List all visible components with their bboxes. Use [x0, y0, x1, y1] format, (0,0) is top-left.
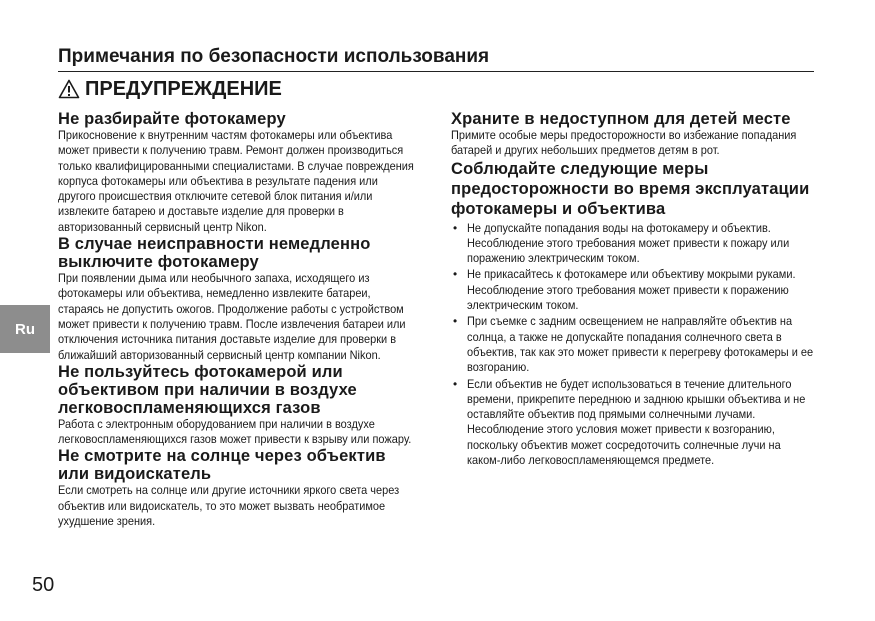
- precautions-list: [451, 221, 815, 469]
- bullet-icon: •: [453, 267, 458, 282]
- warning-triangle-icon: [58, 79, 80, 99]
- language-tab: Ru: [0, 305, 50, 353]
- section-body: При появлении дыма или необычного запаха, исходящего из фотокамеры или объектива, немедленно извлеките батареи, стараясь не допустить ожогов. Продолжение работы с устройством может привести к получению травм. После извлечения батареи или отключения источника питания доставьте изделие для проверки в ближайший авторизованный сервисный центр компании Nikon.: [58, 271, 406, 362]
- page-number: 50: [32, 574, 55, 596]
- bullet-icon: •: [453, 376, 458, 391]
- section-heading: Не разбирайте фотокамеру: [58, 110, 286, 128]
- list-item: • При съемке с задним освещением не направляйте объектив на солнца, а также не допускайте попадания солнечного света в объектив, так как это может привести к перегреву фотокамеры и ее возгоранию.: [453, 314, 814, 375]
- section-sun: [58, 447, 420, 529]
- page-title: Примечания по безопасности использования: [58, 46, 814, 72]
- section-disassemble: [58, 110, 420, 235]
- section-body: Работа с электронным оборудованием при наличии в воздухе легковоспламеняющихся газов может привести к взрыву или пожару.: [58, 416, 412, 447]
- section-body: Если смотреть на солнце или другие источники яркого света через объектив или видоискатель, то это может вызвать необратимое ухудшение зрения.: [58, 483, 400, 529]
- right-column: [451, 110, 815, 469]
- bullet-icon: •: [453, 220, 458, 235]
- section-heading: Не смотрите на солнце через объектив или видоискатель: [58, 447, 386, 484]
- section-heading: Храните в недоступном для детей месте: [451, 110, 791, 128]
- list-item: • Не допускайте попадания воды на фотокамеру и объектив. Несоблюдение этого требования может привести к пожару или поражению электрическим током.: [453, 220, 790, 266]
- bullet-icon: •: [453, 314, 458, 329]
- left-column: [58, 110, 420, 529]
- section-malfunction: [58, 235, 420, 363]
- section-precautions: [451, 159, 815, 469]
- warning-label: ПРЕДУПРЕЖДЕНИЕ: [85, 78, 282, 100]
- section-body: Примите особые меры предосторожности во избежание попадания батарей и других небольших предметов детям в рот.: [451, 128, 797, 158]
- section-body: Прикосновение к внутренним частям фотокамеры или объектива может привести к получению травм. Ремонт должен производиться только квалифицированными специалистами. В случае повреждения корпуса фотокамеры или объектива в результате падения или другого происшествия отключите сетевой блок питания и/или извлеките батарею и доставьте изделие для проверки в авторизованный сервисный центр Nikon.: [58, 128, 414, 234]
- section-heading: В случае неисправности немедленно выключите фотокамеру: [58, 235, 371, 272]
- warning-heading: [58, 77, 282, 101]
- list-item: • Если объектив не будет использоваться в течение длительного времени, прикрепите переднюю и заднюю крышки объектива и не оставляйте объектив под прямыми солнечными лучами. Несоблюдение этого условия может привести к возгоранию, поскольку объектив может сосредоточить солнечные лучи на каком-либо легковоспламеняющемся предмете.: [453, 376, 806, 468]
- section-heading: Соблюдайте следующие меры предосторожности во время эксплуатации фотокамеры и объектива: [451, 159, 810, 218]
- section-heading: Не пользуйтесь фотокамерой или объективом при наличии в воздухе легковоспламеняющихся газов: [58, 362, 357, 417]
- section-flammable-gas: [58, 363, 420, 448]
- list-item: • Не прикасайтесь к фотокамере или объективу мокрыми руками. Несоблюдение этого требования может привести к поражению электрическим током.: [453, 267, 796, 313]
- section-children: [451, 110, 815, 159]
